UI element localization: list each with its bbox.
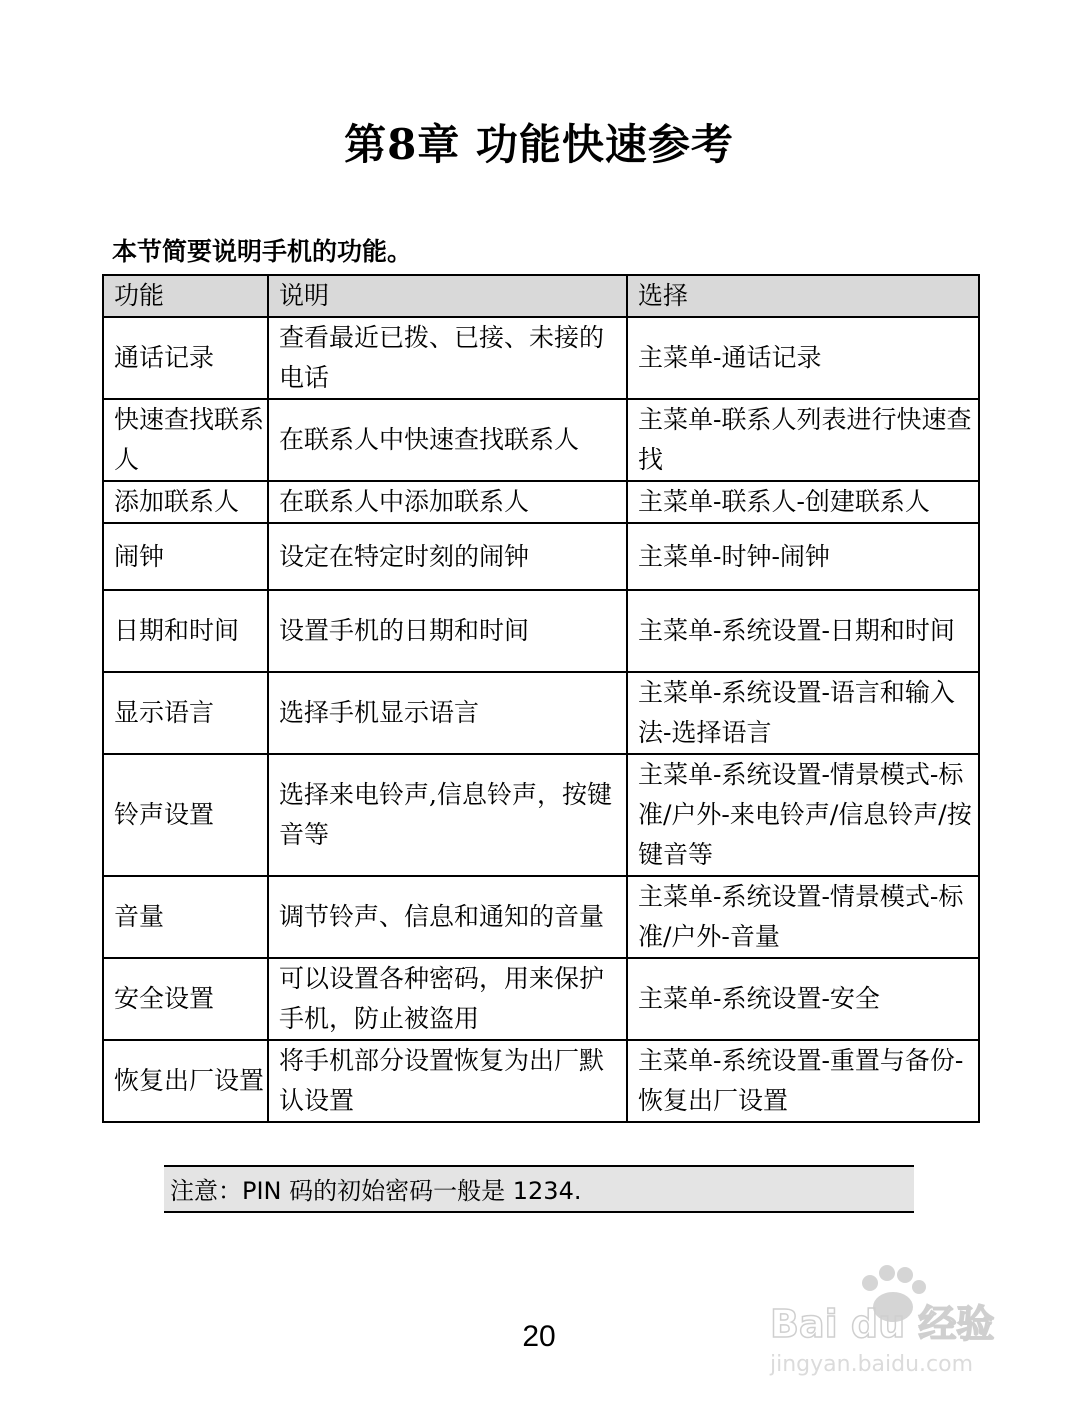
table-row (103, 317, 979, 399)
cell-function: 音量 (103, 876, 268, 958)
table-row (103, 481, 979, 523)
table-row (103, 958, 979, 1040)
page-title: 第8章 功能快速参考 (344, 120, 734, 169)
header-function: 功能 (103, 275, 268, 317)
cell-selection: 主菜单-联系人-创建联系人 (627, 481, 979, 523)
cell-description: 选择手机显示语言 (268, 672, 627, 754)
cell-selection: 主菜单-联系人列表进行快速查找 (627, 399, 979, 481)
cell-description: 可以设置各种密码，用来保护手机，防止被盗用 (268, 958, 627, 1040)
page-number: 20 (522, 1320, 556, 1353)
cell-function: 安全设置 (103, 958, 268, 1040)
table-row (103, 399, 979, 481)
header-description: 说明 (268, 275, 627, 317)
cell-description: 调节铃声、信息和通知的音量 (268, 876, 627, 958)
cell-function: 显示语言 (103, 672, 268, 754)
baidu-jingyan-watermark (765, 1255, 1025, 1385)
cell-function: 添加联系人 (103, 481, 268, 523)
cell-selection: 主菜单-通话记录 (627, 317, 979, 399)
cell-function: 快速查找联系人 (103, 399, 268, 481)
cell-function: 铃声设置 (103, 754, 268, 876)
cell-selection: 主菜单-系统设置-情景模式-标准/户外-音量 (627, 876, 979, 958)
cell-function: 日期和时间 (103, 590, 268, 672)
table-row (103, 523, 979, 590)
pin-note: 注意：PIN 码的初始密码一般是 1234. (164, 1165, 914, 1213)
cell-description: 在联系人中添加联系人 (268, 481, 627, 523)
cell-selection: 主菜单-时钟-闹钟 (627, 523, 979, 590)
function-reference-table (102, 274, 980, 1123)
header-selection: 选择 (627, 275, 979, 317)
cell-function: 通话记录 (103, 317, 268, 399)
cell-selection: 主菜单-系统设置-情景模式-标准/户外-来电铃声/信息铃声/按键音等 (627, 754, 979, 876)
cell-description: 选择来电铃声,信息铃声，按键音等 (268, 754, 627, 876)
cell-description: 设定在特定时刻的闹钟 (268, 523, 627, 590)
cell-description: 将手机部分设置恢复为出厂默认设置 (268, 1040, 627, 1122)
watermark-brand: Bai du 经验 (770, 1302, 995, 1346)
cell-description: 在联系人中快速查找联系人 (268, 399, 627, 481)
cell-selection: 主菜单-系统设置-日期和时间 (627, 590, 979, 672)
cell-selection: 主菜单-系统设置-语言和输入法-选择语言 (627, 672, 979, 754)
cell-function: 恢复出厂设置 (103, 1040, 268, 1122)
watermark-url: jingyan.baidu.com (770, 1352, 974, 1377)
cell-selection: 主菜单-系统设置-重置与备份-恢复出厂设置 (627, 1040, 979, 1122)
cell-selection: 主菜单-系统设置-安全 (627, 958, 979, 1040)
table-header-row (103, 275, 979, 317)
table-row (103, 590, 979, 672)
table-row (103, 754, 979, 876)
intro-text: 本节简要说明手机的功能。 (112, 237, 413, 266)
cell-description: 设置手机的日期和时间 (268, 590, 627, 672)
table-row (103, 876, 979, 958)
table-row (103, 1040, 979, 1122)
cell-function: 闹钟 (103, 523, 268, 590)
cell-description: 查看最近已拨、已接、未接的电话 (268, 317, 627, 399)
table-row (103, 672, 979, 754)
